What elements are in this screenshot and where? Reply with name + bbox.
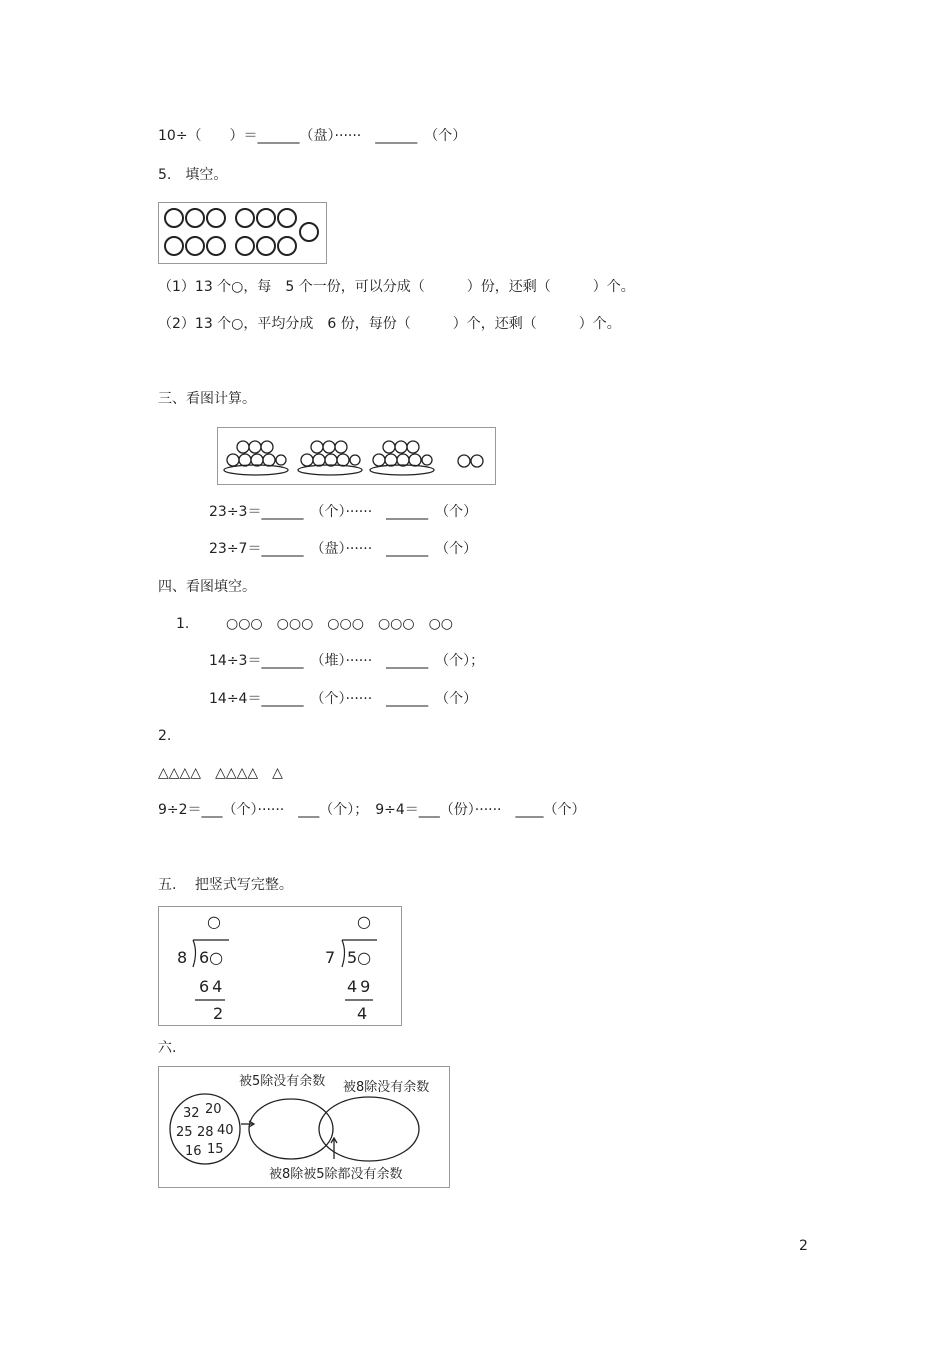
circle-icon bbox=[185, 208, 205, 228]
venn-number: 32 bbox=[183, 1106, 200, 1121]
plate-2 bbox=[298, 441, 362, 475]
section-3-title: 三、看图计算。 bbox=[158, 391, 256, 407]
right-divisor: 7 bbox=[325, 948, 336, 967]
section-4-2-triangles: △△△△ △△△△ △ bbox=[158, 765, 283, 781]
section-4-1-circles: ○○○ ○○○ ○○○ ○○○ ○○ bbox=[226, 616, 454, 632]
circle-icon bbox=[277, 236, 297, 256]
question-5-title: 5. 填空。 bbox=[158, 167, 228, 183]
right-quotient: ○ bbox=[357, 912, 371, 931]
venn-label-right: 被8除没有余数 bbox=[343, 1080, 430, 1095]
section-4-1-eq-b: 14÷4＝______ （个）······ ______ （个） bbox=[209, 691, 478, 707]
section-3-eq-1: 23÷3＝______ （个）······ ______ （个） bbox=[209, 504, 478, 520]
left-product: 64 bbox=[199, 977, 226, 996]
circle-icon bbox=[277, 208, 297, 228]
page-number: 2 bbox=[799, 1238, 808, 1254]
section-6-title: 六. bbox=[158, 1040, 177, 1056]
right-dividend: 5○ bbox=[347, 948, 372, 967]
circle-icon bbox=[235, 208, 255, 228]
venn-label-left: 被5除没有余数 bbox=[239, 1074, 326, 1089]
circle-icon bbox=[256, 208, 276, 228]
venn-number: 16 bbox=[185, 1144, 202, 1159]
plate-3 bbox=[370, 441, 434, 475]
circle-icon bbox=[185, 236, 205, 256]
right-product: 49 bbox=[347, 977, 374, 996]
venn-number: 20 bbox=[205, 1102, 222, 1117]
circle-icon bbox=[256, 236, 276, 256]
section-4-1-number: 1. bbox=[176, 616, 190, 632]
circle-icon bbox=[299, 222, 319, 242]
question-5-2: （2）13 个○，平均分成 6 份，每份（ ）个，还剩（ ）个。 bbox=[158, 316, 621, 332]
apple-plates-figure bbox=[217, 427, 496, 485]
venn-number: 28 bbox=[197, 1125, 214, 1140]
circle-icon bbox=[206, 208, 226, 228]
section-4-1-eq-a: 14÷3＝______ （堆）······ ______ （个）； bbox=[209, 653, 485, 669]
plate-1 bbox=[224, 441, 288, 475]
circle-icon bbox=[206, 236, 226, 256]
section-4-2-eq: 9÷2＝___（个）······ ___（个）； 9÷4＝___（份）······ ____（个） bbox=[158, 802, 586, 818]
section-4-2-number: 2. bbox=[158, 728, 172, 744]
left-quotient: ○ bbox=[207, 912, 221, 931]
question-5-1: （1）13 个○，每 5 个一份，可以分成（ ）份，还剩（ ）个。 bbox=[158, 279, 635, 295]
venn-number: 25 bbox=[176, 1125, 193, 1140]
venn-number: 15 bbox=[207, 1142, 224, 1157]
circle-icon bbox=[164, 208, 184, 228]
section-4-title: 四、看图填空。 bbox=[158, 579, 256, 595]
right-remainder: 4 bbox=[357, 1004, 368, 1023]
venn-label-bottom: 被8除被5除都没有余数 bbox=[269, 1167, 403, 1182]
circles-figure bbox=[158, 202, 327, 264]
left-divisor: 8 bbox=[177, 948, 188, 967]
section-3-eq-2: 23÷7＝______ （盘）······ ______ （个） bbox=[209, 541, 478, 557]
venn-number: 40 bbox=[217, 1123, 234, 1138]
section-5-title: 五. 把竖式写完整。 bbox=[158, 877, 293, 893]
apple-plates-drawing bbox=[218, 428, 495, 484]
circle-icon bbox=[164, 236, 184, 256]
line-10-div: 10÷（ ）＝______（盘）······ ______ （个） bbox=[158, 128, 467, 144]
long-division-figure bbox=[158, 906, 402, 1026]
venn-figure bbox=[158, 1066, 450, 1188]
left-dividend: 6○ bbox=[199, 948, 224, 967]
loose-apples bbox=[458, 455, 483, 467]
left-remainder: 2 bbox=[213, 1004, 224, 1023]
circle-icon bbox=[235, 236, 255, 256]
